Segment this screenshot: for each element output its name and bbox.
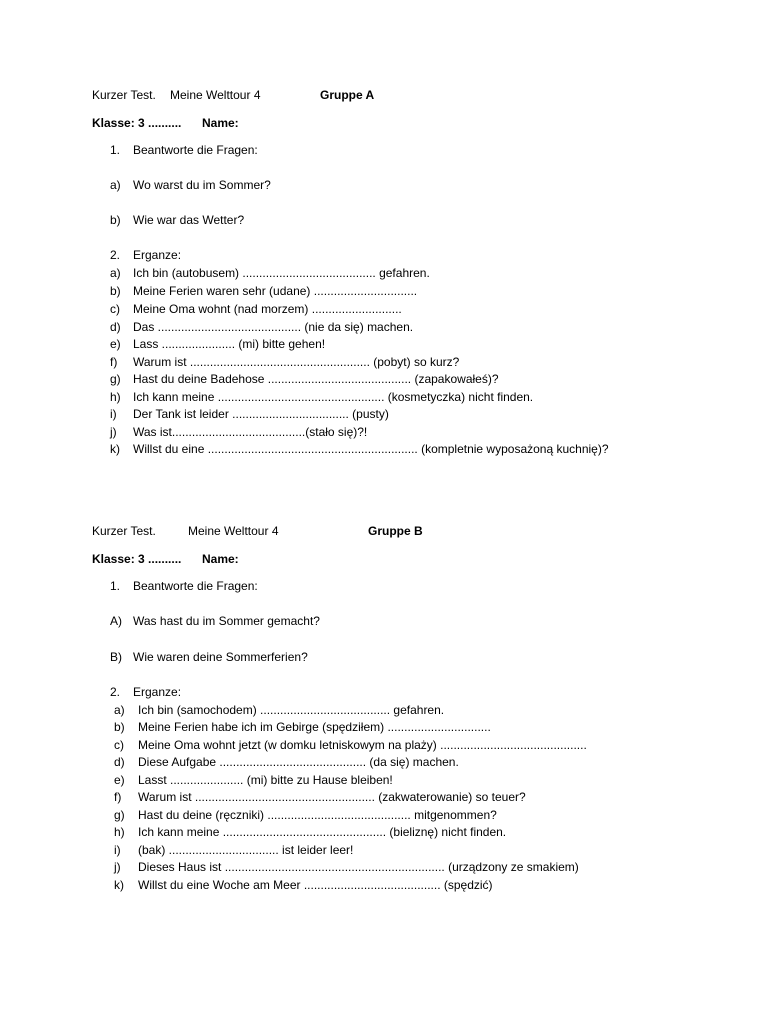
exercise-text: Meine Oma wohnt (nad morzem) ........................... [133, 302, 402, 316]
exercise-item [110, 302, 670, 316]
exercise-item [114, 843, 674, 857]
group-a-class-row [92, 116, 292, 130]
exercise-text: Der Tank ist leider ................................... (pusty) [133, 407, 389, 421]
exercise-label: e) [110, 337, 121, 351]
exercise-label: c) [114, 738, 124, 752]
exercise-label: h) [110, 390, 121, 404]
group-a-task-1 [110, 143, 510, 157]
question-label: a) [110, 178, 121, 192]
task-instruction: Erganze: [133, 248, 182, 262]
question-text: Wo warst du im Sommer? [133, 178, 271, 192]
question-item [110, 614, 510, 628]
exercise-item [114, 773, 674, 787]
group-a-task-2 [110, 248, 510, 262]
task-number: 2. [110, 685, 121, 699]
name-label: Name: [202, 552, 239, 566]
test-subtitle: Meine Welttour 4 [188, 524, 279, 538]
task-number: 2. [110, 248, 121, 262]
exercise-item [114, 720, 674, 734]
exercise-text: Ich bin (samochodem) ....................................... gefahren. [138, 703, 445, 717]
exercise-text: Meine Ferien waren sehr (udane) ............................... [133, 284, 418, 298]
exercise-item [114, 703, 674, 717]
exercise-item [110, 442, 730, 456]
group-b-header [92, 524, 432, 538]
exercise-item [114, 790, 674, 804]
question-text: Wie waren deine Sommerferien? [133, 650, 308, 664]
task-instruction: Beantworte die Fragen: [133, 579, 258, 593]
exercise-label: g) [110, 372, 121, 386]
exercise-item [110, 266, 670, 280]
exercise-label: j) [110, 425, 117, 439]
exercise-label: e) [114, 773, 125, 787]
exercise-text: Willst du eine ............................................................... (kompletnie wyposażoną kuchnię)? [133, 442, 609, 456]
exercise-text: Ich kann meine ................................................. (bieliznę) nicht finden. [138, 825, 507, 839]
exercise-label: i) [110, 407, 117, 421]
task-number: 1. [110, 143, 121, 157]
exercise-label: k) [114, 878, 124, 892]
question-label: A) [110, 614, 122, 628]
exercise-item [110, 372, 670, 386]
exercise-text: Warum ist ...................................................... (zakwaterowanie) so teuer? [138, 790, 526, 804]
exercise-text: Warum ist ...................................................... (pobyt) so kurz? [133, 355, 460, 369]
test-subtitle: Meine Welttour 4 [170, 88, 261, 102]
exercise-item [110, 337, 670, 351]
exercise-text: (bak) ................................. ist leider leer! [138, 843, 354, 857]
group-b-task-1 [110, 579, 510, 593]
exercise-text: Lass ...................... (mi) bitte gehen! [133, 337, 326, 351]
exercise-text: Dieses Haus ist .................................................................. (urządzony ze smakiem) [138, 860, 579, 874]
question-item [110, 213, 510, 227]
exercise-text: Lasst ...................... (mi) bitte zu Hause bleiben! [138, 773, 393, 787]
exercise-label: c) [110, 302, 120, 316]
group-b-task-2 [110, 685, 510, 699]
question-text: Wie war das Wetter? [133, 213, 245, 227]
exercise-item [110, 407, 670, 421]
exercise-label: f) [110, 355, 118, 369]
name-label: Name: [202, 116, 239, 130]
exercise-label: f) [114, 790, 122, 804]
test-title: Kurzer Test. [92, 524, 156, 538]
exercise-text: Willst du eine Woche am Meer ......................................... (spędzić) [138, 878, 493, 892]
exercise-item [114, 808, 674, 822]
exercise-text: Ich kann meine .................................................. (kosmetyczka) nicht finden. [133, 390, 534, 404]
task-instruction: Erganze: [133, 685, 182, 699]
exercise-item [110, 425, 670, 439]
exercise-label: d) [110, 320, 121, 334]
group-b-class-row [92, 552, 292, 566]
question-item [110, 178, 510, 192]
exercise-label: b) [114, 720, 125, 734]
group-label: Gruppe B [368, 524, 423, 538]
exercise-label: b) [110, 284, 121, 298]
exercise-text: Hast du deine Badehose ........................................... (zapakowałeś)? [133, 372, 499, 386]
question-text: Was hast du im Sommer gemacht? [133, 614, 320, 628]
exercise-label: i) [114, 843, 121, 857]
group-a-header [92, 88, 392, 102]
exercise-item [114, 860, 674, 874]
exercise-text: Hast du deine (ręczniki) ........................................... mitgenommen? [138, 808, 497, 822]
exercise-text: Das ........................................... (nie da się) machen. [133, 320, 414, 334]
exercise-item [110, 284, 670, 298]
task-number: 1. [110, 579, 121, 593]
exercise-text: Ich bin (autobusem) ........................................ gefahren. [133, 266, 430, 280]
exercise-label: k) [110, 442, 120, 456]
exercise-text: Was ist........................................(stało się)?! [133, 425, 368, 439]
class-label: Klasse: 3 .......... [92, 552, 182, 566]
test-title: Kurzer Test. [92, 88, 156, 102]
exercise-item [110, 355, 670, 369]
exercise-item [110, 320, 670, 334]
exercise-text: Meine Ferien habe ich im Gebirge (spędziłem) ............................... [138, 720, 491, 734]
task-instruction: Beantworte die Fragen: [133, 143, 258, 157]
exercise-text: Meine Oma wohnt jetzt (w domku letniskowym na plaży) ............................................ [138, 738, 587, 752]
question-label: b) [110, 213, 121, 227]
exercise-label: d) [114, 755, 125, 769]
exercise-item [114, 878, 674, 892]
class-label: Klasse: 3 .......... [92, 116, 182, 130]
question-item [110, 650, 510, 664]
exercise-label: j) [114, 860, 121, 874]
exercise-label: a) [110, 266, 121, 280]
exercise-text: Diese Aufgabe ............................................ (da się) machen. [138, 755, 459, 769]
exercise-label: a) [114, 703, 125, 717]
exercise-item [114, 755, 674, 769]
exercise-item [110, 390, 670, 404]
exercise-label: g) [114, 808, 125, 822]
exercise-item [114, 825, 674, 839]
exercise-label: h) [114, 825, 125, 839]
question-label: B) [110, 650, 122, 664]
group-label: Gruppe A [320, 88, 375, 102]
exercise-item [114, 738, 674, 752]
